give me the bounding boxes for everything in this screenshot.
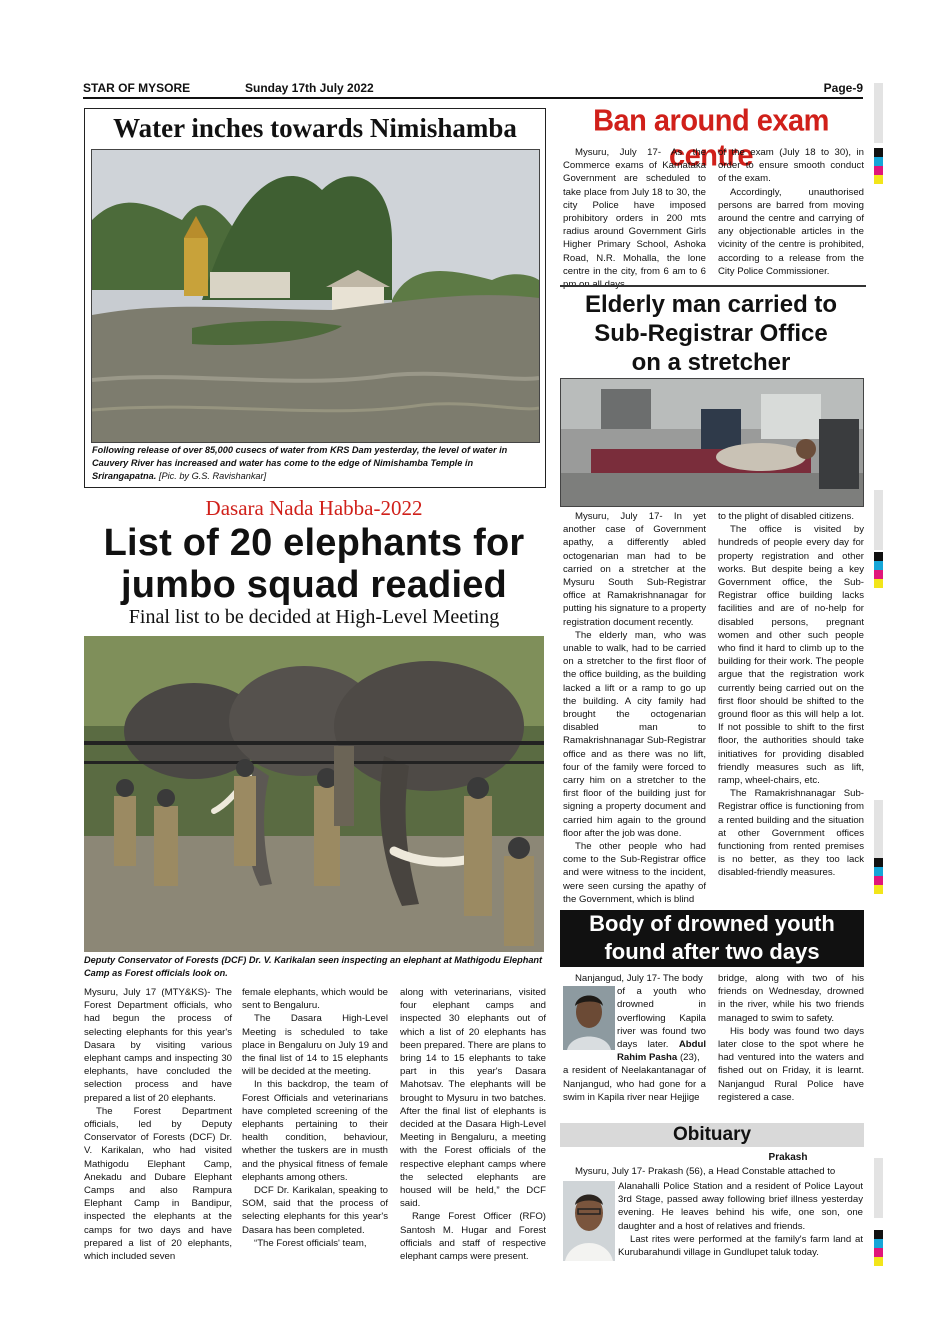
- paragraph: Range Forest Officer (RFO) Santosh M. Hugar and Forest officials and staff of respective elephant camps were present.: [400, 1211, 546, 1263]
- paragraph: In this backdrop, the team of Forest Officials and veterinarians have completed screening of the elephants pertaining to their health condition, behaviour, whether the tuskers are in musth and the physical fitness of female elephants among others.: [242, 1079, 388, 1183]
- drowned-column-1: [563, 972, 706, 1104]
- elephants-kicker: Dasara Nada Habba-2022: [205, 496, 423, 520]
- elephants-caption: Deputy Conservator of Forests (DCF) Dr. V. Karikalan seen inspecting an elephant at Mathigodu Elephant Camp as Forest officials look on.: [84, 955, 543, 978]
- elephants-headline-line1: List of 20 elephants for: [103, 522, 525, 564]
- drowned-headline-line2: found after two days: [604, 939, 820, 964]
- elephants-column-1: [84, 986, 232, 1263]
- paragraph: DCF Dr. Karikalan, speaking to SOM, said that the process of selecting elephants for this year's Dasara has been completed.: [242, 1185, 388, 1236]
- dateline-line: Nanjangud, July 17- The body: [575, 973, 703, 984]
- elderly-photo: [560, 378, 864, 507]
- nimishamba-headline: Water inches towards Nimishamba: [113, 113, 517, 143]
- issue-date: Sunday 17th July 2022: [245, 81, 374, 95]
- stretcher-illustration: [561, 379, 863, 506]
- cmyk-marks-4: [874, 1230, 883, 1266]
- exam-column-1: [563, 146, 706, 291]
- paragraph: Accordingly, unauthorised persons are barred from moving around the centre and carrying of any objectionable articles in the vicinity of the centre is prohibited, according to a release from the City Police Commissioner.: [718, 186, 864, 277]
- page-number: Page-9: [823, 81, 863, 95]
- paragraph: The Ramakrishnanagar Sub-Registrar office is functioning from a rented building and the situation at other Government offices functioning from rented premises is no better, as they too lack disabled-friendly measures.: [718, 788, 864, 879]
- obituary-text: Alanahalli Police Station and a resident of Police Layout 3rd Stage, passed away following brief illness yesterday evening. He leaves behind his wife, one son, one daughter and a host of relatives and friends. Last rites were performed at the family's farm land at Kurubarahundi village in Gundlupet taluk today.: [618, 1181, 863, 1259]
- elephants-column-2: [242, 986, 388, 1250]
- obituary-intro: Mysuru, July 17- Prakash (56), a Head Constable attached to: [575, 1166, 836, 1177]
- elderly-headline-line3: on a stretcher: [631, 349, 791, 376]
- margin-strip: [874, 800, 883, 860]
- elderly-headline: [558, 290, 864, 377]
- avatar: [563, 1181, 615, 1261]
- page-header: [83, 79, 863, 99]
- paragraph: The elderly man, who was unable to walk, had to be carried on a stretcher to the first floor of the office building, as the building lacked a lift or a ramp to go up the building. A city family had brought the octogenarian disabled man to Ramakrishnanagar Sub-Registrar office and as there was no lift, four of the family were forced to carry him on a stretcher to the first floor of the building just for signing a property document and carried him again to the ground floor after the job was done.: [563, 629, 706, 839]
- paragraph: Mysuru, July 17- In yet another case of Government apathy, a differently abled octogenarian man had to be carried on a stretcher at the Mysuru South Sub-Registrar office at Ramakrishnanagar for putting his signature to a property registration document recently.: [563, 511, 706, 628]
- elderly-headline-line2: Sub-Registrar Office: [594, 320, 828, 347]
- divider: [560, 285, 866, 287]
- elephants-subhead: Final list to be decided at High-Level Meeting: [128, 606, 500, 628]
- cmyk-marks-3: [874, 858, 883, 894]
- paragraph: a resident of Neelakantanagar of Nanjangud, who had gone for a swim in Kapila river near Hejjige: [563, 1065, 706, 1103]
- paragraph: along with veterinarians, visited four elephant camps and inspected 30 elephants out of which a list of 20 elephants has been prepared. There are plans to bring 14 to 15 elephants to take part in this year's Dasara Mahotsav. The elephants will be brought to Mysuru in two batches. After the final list of elephants is decided at the Dasara High-Level Meeting in Bengaluru, a meeting with the Forest officials of the respective elephant camps where the selected elephants are housed will be held,” the DCF said.: [400, 987, 546, 1210]
- paragraph: bridge, along with two of his friends on Wednesday, drowned in the river, while his two friends managed to swim to safety.: [718, 973, 864, 1024]
- obituary-heading: Obituary: [560, 1123, 864, 1147]
- elephant-camp-illustration: [84, 636, 544, 952]
- elephants-photo: [84, 636, 544, 952]
- elephants-headline-line2: jumbo squad readied: [121, 564, 507, 606]
- youth-name: Abdul Rahim Pasha: [617, 1039, 706, 1064]
- photo-credit: [Pic. by G.S. Ravishankar]: [158, 471, 267, 481]
- margin-strip: [874, 1158, 883, 1218]
- obituary-portrait: [563, 1181, 615, 1261]
- cmyk-marks-2: [874, 552, 883, 588]
- nimishamba-photo: [91, 149, 540, 443]
- paragraph: Mysuru, July 17 (MTY&KS)- The Forest Department officials, who had begun the process of selecting elephants for this year's Dasara by visiting various elephant camps and inspecting 30 elephants, have concluded the selection process and have prepared a list of 20 elephants.: [84, 987, 232, 1104]
- elephants-column-3: [400, 986, 546, 1263]
- river-temple-illustration: [92, 150, 539, 442]
- elephants-headline: [84, 522, 544, 606]
- elderly-column-1: [563, 510, 706, 906]
- wrapped-text: of a youth who drowned in overflowing Kapila river was found two days later. Abdul Rahim Pasha (23),: [617, 986, 706, 1064]
- paragraph: The Forest Department officials, led by Deputy Conservator of Forests (DCF) Dr. V. Karikalan, who had visited Mathigodu Elephant Camp, Anekadu and Dubare Elephant Camps and also Rampura Elephant Camp in Bandipur, inspected the elephants at the camps for two days and have prepared a list of 20 elephants, which included seven: [84, 1105, 232, 1263]
- paragraph: to the plight of disabled citizens.: [718, 511, 854, 522]
- paragraph: The Dasara High-Level Meeting is scheduled to take place in Bengaluru on July 19 and the final list of 14 to 15 elephants will be decided at the meeting.: [242, 1013, 388, 1078]
- margin-strip: [874, 83, 883, 143]
- margin-strip: [874, 490, 883, 550]
- nimishamba-story: [84, 108, 546, 488]
- paragraph: The office is visited by hundreds of people every day for property registration and other works. But despite being a key Government office, the Sub-Registrar office building lacks facilities and are of no-help for disabled persons, pregnant women and other such people who find it hard to climb up to the building for their work. The people argue that the registration work currently being carried out on the first floor should be shifted to the ground floor as this will help a lot. If not possible to shift to the first floor, the authorities should take initiatives for providing disabled friendly measures such as lift, ramp, wheel-chairs, etc.: [718, 524, 864, 787]
- exam-headline: Ban around exam centre: [593, 104, 829, 173]
- drowned-headline: [560, 910, 864, 967]
- elderly-column-2: [718, 510, 864, 880]
- cmyk-marks-1: [874, 148, 883, 184]
- elderly-headline-line1: Elderly man carried to: [584, 291, 838, 318]
- obituary-name: Prakash: [768, 1152, 808, 1163]
- drowned-column-2: [718, 972, 864, 1104]
- paragraph: “The Forest officials' team,: [254, 1237, 367, 1249]
- drowned-headline-line1: Body of drowned youth: [589, 911, 835, 936]
- paragraph: Mysuru, July 17- As the Commerce exams of Karnataka Government are scheduled to take place from July 18 to 30, the city Police have imposed prohibitory orders in 200 mts radius around Government Girls Higher Primary School, Ashoka Road, N.R. Mohalla, the lone centre in the city, from 6 am to 6: [563, 147, 706, 277]
- publication-name: STAR OF MYSORE: [83, 81, 191, 95]
- paragraph: The other people who had come to the Sub-Registrar office and were witness to the incident, were seen cursing the apathy of the Government, which is blind: [563, 841, 706, 905]
- paragraph: of the exam (July 18 to 30), in order to ensure smooth conduct of the exam.: [718, 147, 864, 185]
- exam-column-2: [718, 146, 864, 278]
- header-rule: [83, 97, 863, 99]
- paragraph: His body was found two days later close to the spot where he had ventured into the waters and fished out on Friday, it is learnt. Nanjangud Rural Police have registered a case.: [718, 1025, 864, 1103]
- nimishamba-caption: Following release of over 85,000 cusecs of water from KRS Dam yesterday, the level of water in Cauvery River has increased and water has come to the edge of Nimishamba Temple in Srirangapatna. [Pic. by G.S. Ravishankar]: [92, 445, 508, 481]
- paragraph: female elephants, which would be sent to Bengaluru.: [242, 987, 388, 1012]
